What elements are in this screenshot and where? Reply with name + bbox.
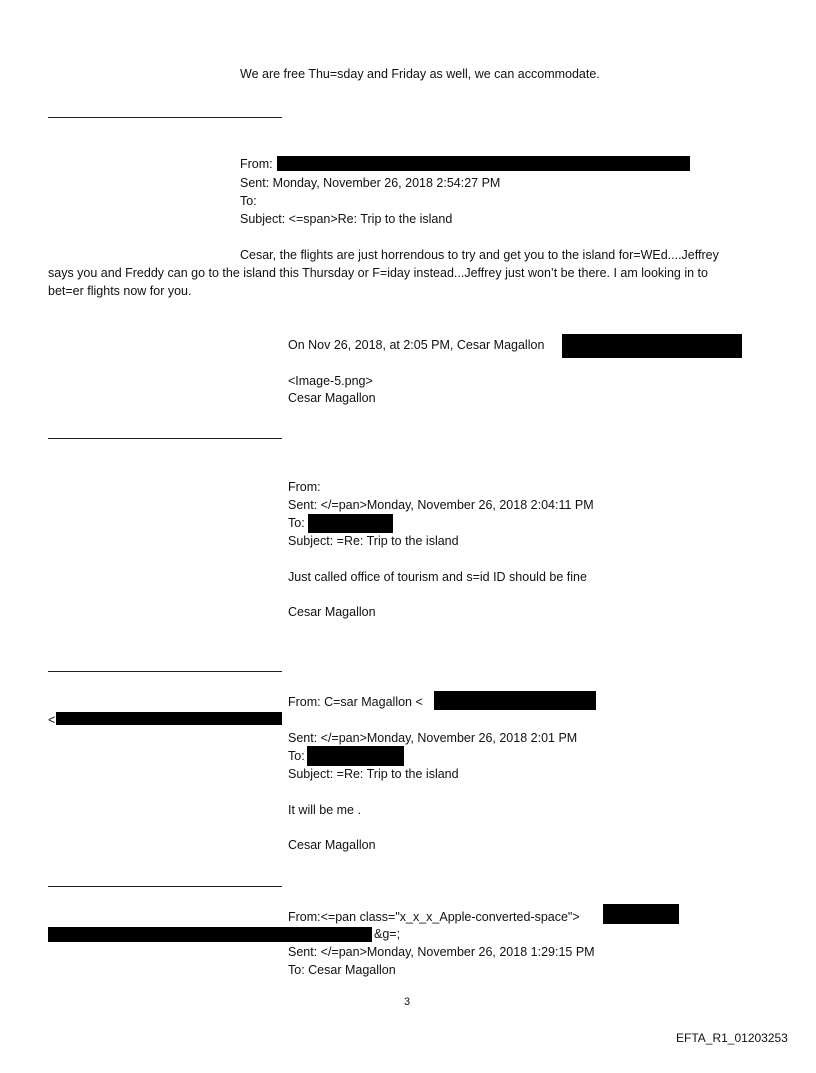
quote1-header: On Nov 26, 2018, at 2:05 PM, Cesar Magallon — [288, 338, 545, 352]
email1-body-line1: Cesar, the flights are just horrendous to try and get you to the island for=WEd....Jeffrey — [240, 248, 719, 262]
email1-to: To: — [240, 194, 257, 208]
email3-subject: Subject: =Re: Trip to the island — [288, 767, 459, 781]
email3-from: From: C=sar Magallon < — [288, 695, 423, 709]
email4-sent: Sent: </=pan>Monday, November 26, 2018 1:29:15 PM — [288, 945, 595, 959]
email3-left-bracket: < — [48, 713, 56, 727]
email1-body-line2: says you and Freddy can go to the island this Thursday or F=iday instead...Jeffrey just won’t be there. I am looking in to — [48, 266, 708, 280]
quote1-image-ref: <Image-5.png> — [288, 374, 373, 388]
redaction-block — [308, 514, 393, 533]
redaction-block — [48, 927, 372, 942]
email3-signature: Cesar Magallon — [288, 838, 376, 852]
redaction-block — [277, 156, 690, 171]
separator-rule — [48, 438, 282, 439]
email4-from-tail: &g=; — [374, 927, 401, 941]
email2-signature: Cesar Magallon — [288, 605, 376, 619]
email1-body-line3: bet=er flights now for you. — [48, 284, 192, 298]
email3-sent: Sent: </=pan>Monday, November 26, 2018 2:01 PM — [288, 731, 578, 745]
separator-rule — [48, 671, 282, 672]
email2-from: From: — [288, 480, 321, 494]
redaction-block — [434, 691, 596, 710]
free-thursday-line: We are free Thu=sday and Friday as well, we can accommodate. — [240, 67, 600, 81]
email2-to: To: — [288, 516, 305, 530]
email3-body: It will be me . — [288, 803, 361, 817]
email3-to: To: — [288, 749, 305, 763]
email1-sent: Sent: Monday, November 26, 2018 2:54:27 PM — [240, 176, 501, 190]
redaction-block — [603, 904, 679, 924]
separator-rule — [48, 117, 282, 118]
email1-from: From: — [240, 157, 273, 171]
email4-from: From:<=pan class="x_x_x_Apple-converted-space"> — [288, 910, 580, 924]
email1-subject: Subject: <=span>Re: Trip to the island — [240, 212, 453, 226]
redaction-block — [56, 712, 282, 725]
email2-body: Just called office of tourism and s=id ID should be fine — [288, 570, 587, 584]
separator-rule — [48, 886, 282, 887]
email2-sent: Sent: </=pan>Monday, November 26, 2018 2:04:11 PM — [288, 498, 594, 512]
bates-number: EFTA_R1_01203253 — [676, 1031, 788, 1045]
page-number: 3 — [404, 996, 411, 1008]
redaction-block — [307, 746, 404, 766]
quote1-signature: Cesar Magallon — [288, 391, 376, 405]
email2-subject: Subject: =Re: Trip to the island — [288, 534, 459, 548]
email4-to: To: Cesar Magallon — [288, 963, 396, 977]
redaction-block — [562, 334, 742, 358]
